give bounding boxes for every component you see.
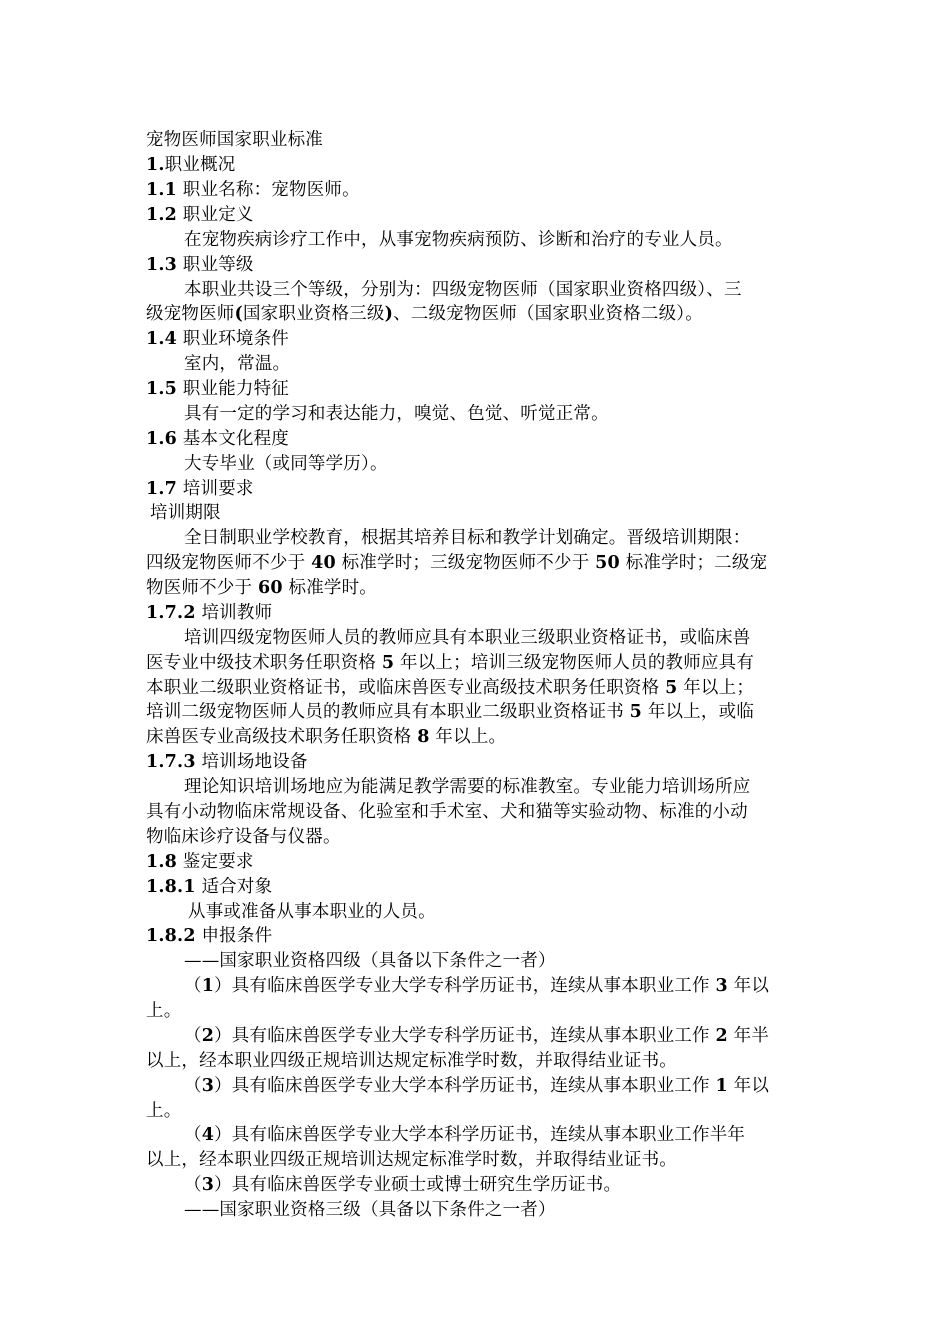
condition-1-line2: 上。: [146, 1001, 182, 1021]
teacher-line3: 本职业二级职业资格证书，或临床兽医专业高级技术职务任职资格 5 年以上；: [146, 678, 755, 698]
condition-2-line2: 以上，经本职业四级正规培训达规定标准学时数，并取得结业证书。: [146, 1051, 677, 1071]
venue-line1: 理论知识培训场地应为能满足教学需要的标准教室。专业能力培训场所应: [184, 777, 751, 797]
condition-1-line1: （1）具有临床兽医学专业大学专科学历证书，连续从事本职业工作 3 年以: [184, 976, 770, 996]
section-1-7-2-heading: 1.7.2 培训教师: [146, 603, 273, 623]
section-1-4-heading: 1.4 职业环境条件: [146, 329, 290, 349]
section-1-7-3-heading: 1.7.3 培训场地设备: [146, 752, 308, 772]
section-1-8-1-heading: 1.8.1 适合对象: [146, 877, 273, 897]
training-period-line2: 四级宠物医师不少于 40 标准学时；三级宠物医师不少于 50 标准学时；二级宠: [146, 553, 768, 573]
section-1-6-paragraph: 大专毕业（或同等学历）。: [184, 454, 388, 474]
venue-line3: 物临床诊疗设备与仪器。: [146, 827, 341, 847]
document-title: 宠物医师国家职业标准: [146, 130, 323, 150]
section-1-2-heading: 1.2 职业定义: [146, 205, 254, 225]
level3-heading: ——国家职业资格三级（具备以下条件之一者）: [184, 1200, 556, 1220]
teacher-line2: 医专业中级技术职务任职资格 5 年以上；培训三级宠物医师人员的教师应具有: [146, 653, 755, 673]
section-1-8-2-heading: 1.8.2 申报条件: [146, 926, 273, 946]
condition-3-line2: 上。: [146, 1101, 182, 1121]
section-1-1-heading: 1.1 职业名称：宠物医师。: [146, 180, 360, 200]
section-1-5-paragraph: 具有一定的学习和表达能力，嗅觉、色觉、听觉正常。: [184, 404, 609, 424]
training-period-line1: 全日制职业学校教育，根据其培养目标和教学计划确定。晋级培训期限：: [184, 528, 751, 548]
condition-4-line2: 以上，经本职业四级正规培训达规定标准学时数，并取得结业证书。: [146, 1150, 677, 1170]
section-1-8-heading: 1.8 鉴定要求: [146, 852, 254, 872]
condition-4-line1: （4）具有临床兽医学专业大学本科学历证书，连续从事本职业工作半年: [184, 1125, 746, 1145]
teacher-line5: 床兽医专业高级技术职务任职资格 8 年以上。: [146, 727, 507, 747]
section-1-6-heading: 1.6 基本文化程度: [146, 429, 290, 449]
section-1-5-heading: 1.5 职业能力特征: [146, 379, 290, 399]
condition-2-line1: （2）具有临床兽医学专业大学专科学历证书，连续从事本职业工作 2 年半: [184, 1026, 770, 1046]
section-1-4-paragraph: 室内，常温。: [184, 354, 291, 374]
section-1-8-1-paragraph: 从事或准备从事本职业的人员。: [188, 902, 436, 922]
training-period-line3: 物医师不少于 60 标准学时。: [146, 578, 377, 598]
section-1-heading: 1.职业概况: [146, 155, 236, 175]
section-1-7-heading: 1.7 培训要求: [146, 479, 254, 499]
level4-heading: ——国家职业资格四级（具备以下条件之一者）: [184, 951, 556, 971]
condition-5-line1: （3）具有临床兽医学专业硕士或博士研究生学历证书。: [184, 1175, 622, 1195]
section-1-2-paragraph: 在宠物疾病诊疗工作中，从事宠物疾病预防、诊断和治疗的专业人员。: [184, 230, 733, 250]
section-1-3-paragraph-line1: 本职业共设三个等级，分别为：四级宠物医师（国家职业资格四级）、三: [184, 280, 742, 300]
section-1-3-heading: 1.3 职业等级: [146, 255, 254, 275]
venue-line2: 具有小动物临床常规设备、化验室和手术室、犬和猫等实验动物、标准的小动: [146, 802, 748, 822]
condition-3-line1: （3）具有临床兽医学专业大学本科学历证书，连续从事本职业工作 1 年以: [184, 1076, 770, 1096]
teacher-line4: 培训二级宠物医师人员的教师应具有本职业二级职业资格证书 5 年以上，或临: [146, 702, 755, 722]
training-period-heading: 培训期限: [150, 503, 221, 523]
section-1-3-paragraph-line2: 级宠物医师(国家职业资格三级)、二级宠物医师（国家职业资格二级）。: [146, 304, 703, 324]
teacher-line1: 培训四级宠物医师人员的教师应具有本职业三级职业资格证书，或临床兽: [184, 628, 751, 648]
